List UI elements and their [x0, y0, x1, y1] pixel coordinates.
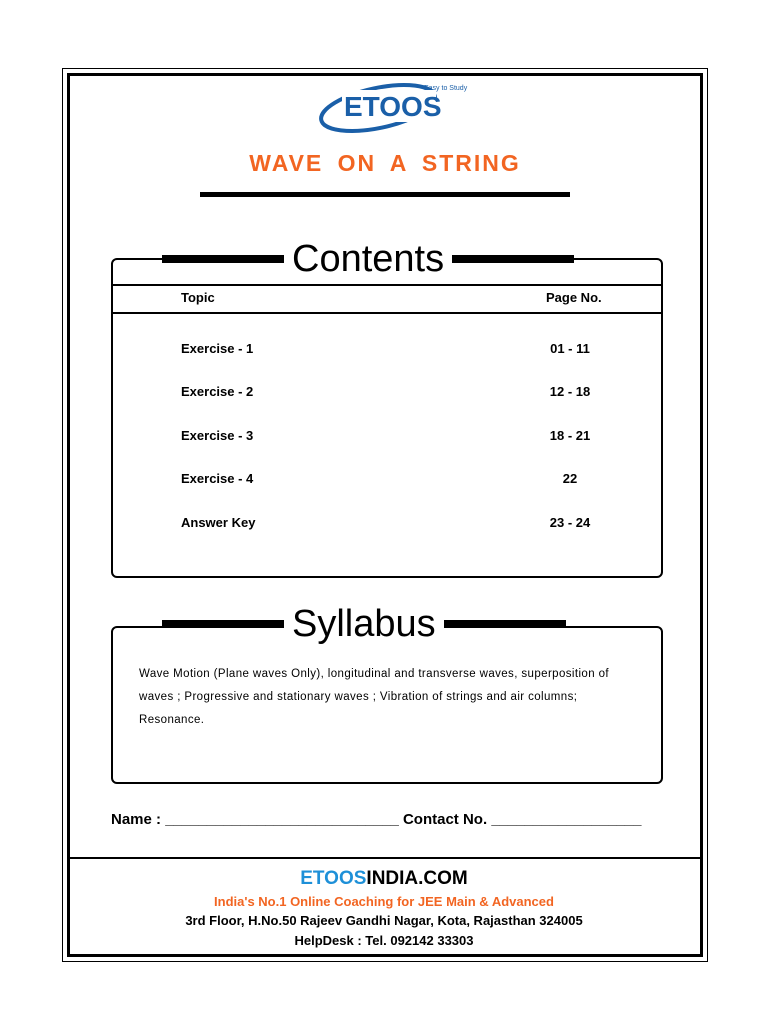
contact-label: Contact No. [402, 811, 488, 828]
title-underline [200, 192, 570, 197]
row-pages: 01 - 11 [550, 341, 590, 356]
contents-heading [162, 240, 574, 278]
row-topic: Answer Key [181, 515, 256, 530]
heading-bar-right [444, 620, 566, 628]
footer-tagline: India's No.1 Online Coaching for JEE Main & Advanced [214, 894, 554, 909]
logo-tagline: Easy to Study [424, 85, 468, 92]
column-header-topic: Topic [181, 290, 215, 305]
contact-field[interactable]: __________________ [491, 811, 642, 828]
contents-box [111, 258, 663, 578]
contents-heading-text: Contents [292, 238, 445, 280]
syllabus-heading-text: Syllabus [292, 603, 436, 645]
syllabus-text: Wave Motion (Plane waves Only), longitudinal and transverse waves, superposition of waves ; Progressive and stationary waves ; Vibration of strings and air columns; Resonance. [139, 668, 609, 726]
row-topic: Exercise - 3 [181, 428, 254, 443]
row-topic: Exercise - 2 [181, 384, 254, 399]
site-black: INDIA.COM [366, 868, 468, 889]
row-pages: 12 - 18 [549, 384, 591, 399]
name-label: Name : [111, 811, 162, 828]
row-pages: 23 - 24 [549, 515, 591, 530]
logo-brand: ETOOS [344, 91, 442, 122]
row-pages: 18 - 21 [549, 428, 591, 443]
name-field[interactable]: ____________________________ [165, 811, 399, 828]
heading-bar-left [162, 255, 284, 263]
footer-helpdesk: HelpDesk : Tel. 092142 33303 [294, 933, 474, 948]
heading-bar-left [162, 620, 284, 628]
row-topic: Exercise - 4 [181, 471, 254, 486]
footer-divider [67, 857, 703, 859]
heading-bar-right [452, 255, 574, 263]
column-header-page: Page No. [546, 290, 602, 305]
name-contact-line [111, 811, 641, 828]
row-topic: Exercise - 1 [181, 341, 254, 356]
etoos-logo [306, 72, 472, 140]
syllabus-heading [162, 605, 566, 643]
footer-website[interactable] [0, 868, 768, 890]
table-top-rule [113, 284, 661, 286]
table-header-rule [113, 312, 661, 314]
site-blue: ETOOS [300, 868, 367, 889]
row-pages: 22 [562, 471, 578, 486]
footer-address: 3rd Floor, H.No.50 Rajeev Gandhi Nagar, Kota, Rajasthan 324005 [185, 913, 583, 928]
document-title: WAVE ON A STRING [249, 150, 521, 176]
